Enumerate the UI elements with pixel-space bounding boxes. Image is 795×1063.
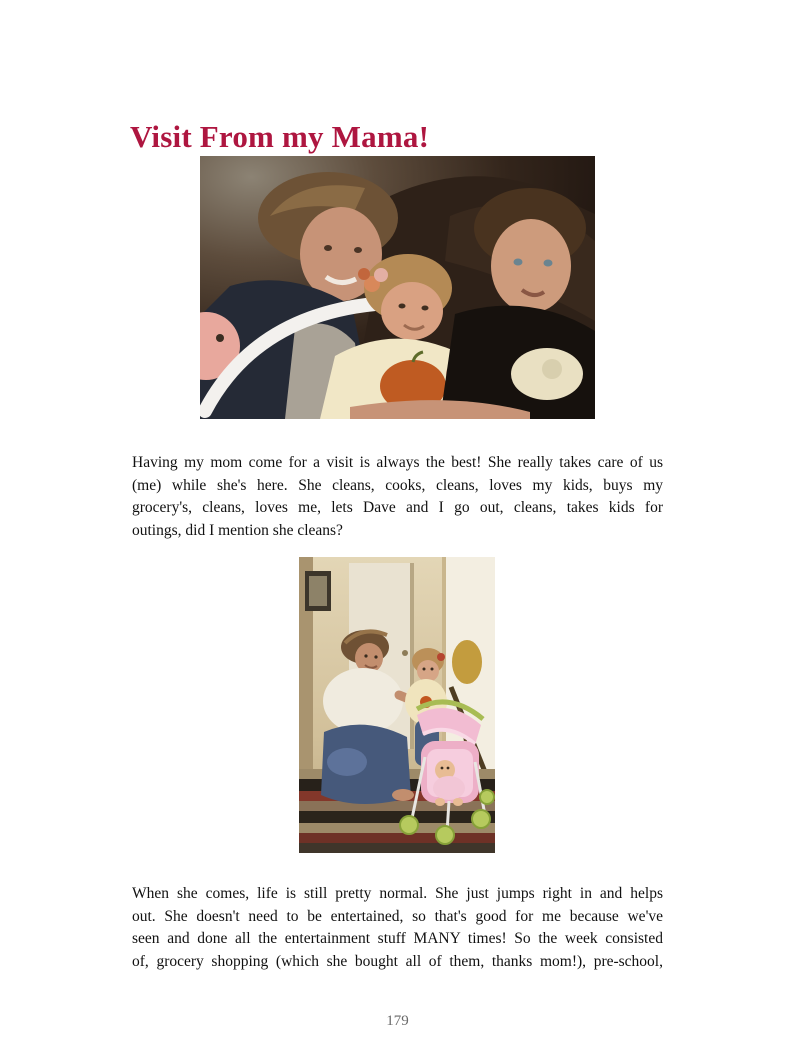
toddler-face: [381, 282, 443, 340]
paragraph-1-line: (me) while she's here. She cleans, cooks, cleans, loves my kids, buys my: [132, 476, 663, 494]
elephant-ear: [542, 359, 562, 379]
boy-eye: [544, 260, 553, 267]
stroller-wheel: [436, 826, 454, 844]
grandma-eye: [354, 247, 362, 253]
boy-face: [491, 219, 571, 313]
photo-hallway-stroller-art: [299, 557, 495, 853]
picture-frame-art: [309, 576, 327, 606]
golden-cloth: [452, 640, 482, 684]
paragraph-2-line: When she comes, life is still pretty normal. She just jumps right in and helps: [132, 885, 663, 902]
toddler-eye: [423, 668, 426, 671]
photo-couch-snuggle-art: [200, 156, 595, 419]
paragraph-1: [132, 452, 663, 542]
toddler-hair-bow: [358, 268, 370, 280]
photo-couch-snuggle: [200, 156, 595, 419]
toddler-hair-bow: [374, 268, 388, 282]
paragraph-2-line: of, grocery shopping (which she bought all of them, thanks mom!), pre-school,: [132, 952, 663, 970]
doll-body: [433, 776, 465, 800]
paragraph-1-line: grocery's, cleans, loves me, lets Dave and I go out, cleans, takes kids for: [132, 499, 663, 516]
page-number: 179: [386, 1013, 409, 1029]
grandma-white-shirt: [323, 668, 403, 734]
grandma-eye: [374, 655, 377, 658]
door-knob: [402, 650, 408, 656]
paragraph-1-line: outings, did I mention she cleans?: [132, 521, 343, 539]
toddler-eye: [422, 306, 429, 311]
doll-eye: [441, 767, 444, 770]
stroller-wheel: [480, 790, 494, 804]
rug-stripe: [299, 843, 495, 853]
rug-stripe: [299, 811, 495, 823]
grandma-foot: [392, 789, 414, 801]
grandma-eye: [364, 654, 367, 657]
rug-stripe: [299, 823, 495, 833]
baby-doll-eye: [216, 334, 224, 342]
doll-leg: [435, 798, 445, 806]
doll-leg: [453, 798, 463, 806]
paragraph-1-line: Having my mom come for a visit is always the best! She really takes care of us: [132, 454, 663, 471]
toddler-hair-bow: [437, 653, 445, 661]
rug-stripe: [299, 833, 495, 843]
stroller-wheel: [400, 816, 418, 834]
jeans-knee-highlight: [327, 748, 367, 776]
toddler-face: [417, 660, 439, 682]
paragraph-2-line: out. She doesn't need to be entertained, so that's good for me because we've: [132, 907, 663, 925]
page-title: Visit From my Mama!: [130, 118, 430, 154]
toddler-eye: [399, 304, 406, 309]
paragraph-2-line: seen and done all the entertainment stuff MANY times! So the week consisted: [132, 930, 663, 947]
photo-hallway-stroller: [299, 557, 495, 853]
stroller-wheel: [472, 810, 490, 828]
grandma-eye: [324, 245, 332, 251]
doll-eye: [447, 767, 450, 770]
toddler-eye: [431, 668, 434, 671]
boy-eye: [514, 259, 523, 266]
paragraph-2: [132, 883, 663, 973]
